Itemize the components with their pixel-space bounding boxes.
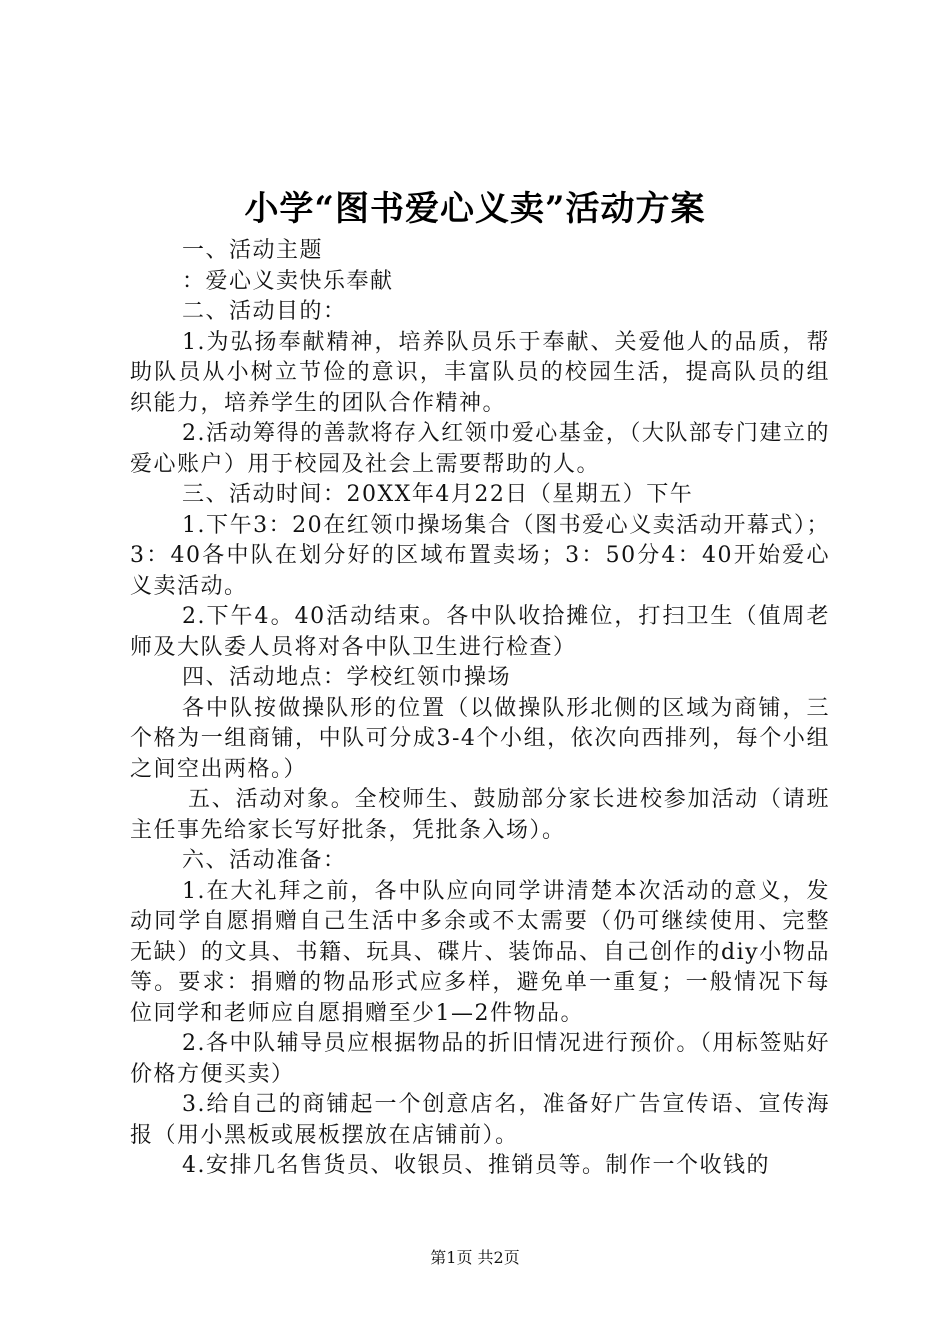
location-text: 各中队按做操队形的位置（以做操队形北侧的区域为商铺，三个格为一组商铺，中队可分成3-4个小组，依次向西排列，每个小组之间空出两格。） xyxy=(130,695,830,782)
section-heading-theme: 一、活动主题 xyxy=(182,238,324,263)
section-heading-audience: 五、活动对象。全校师生、鼓励部分家长进校参加活动（请班主任事先给家长写好批条，凭批条入场）。 xyxy=(130,787,830,843)
document-body xyxy=(130,236,830,1182)
section-heading-location: 四、活动地点：学校红领巾操场 xyxy=(182,665,512,690)
purpose-item-2: 2.活动筹得的善款将存入红领巾爱心基金，（大队部专门建立的爱心账户）用于校园及社会上需要帮助的人。 xyxy=(130,421,830,477)
time-item-1: 1.下午3：20在红领巾操场集合（图书爱心义卖活动开幕式）；3：40各中队在划分好的区域布置卖场；3：50分4：40开始爱心义卖活动。 xyxy=(130,512,830,599)
theme-text: ：爱心义卖快乐奉献 xyxy=(182,268,394,294)
section-heading-purpose: 二、活动目的： xyxy=(182,299,347,324)
preparation-item-3: 3.给自己的商铺起一个创意店名，准备好广告宣传语、宣传海报（用小黑板或展板摆放在店铺前）。 xyxy=(130,1092,830,1148)
preparation-item-4: 4.安排几名售货员、收银员、推销员等。制作一个收钱的 xyxy=(182,1153,770,1178)
preparation-item-1: 1.在大礼拜之前，各中队应向同学讲清楚本次活动的意义，发动同学自愿捐赠自己生活中多余或不太需要（仍可继续使用、完整无缺）的文具、书籍、玩具、碟片、装饰品、自己创作的diy小物品等。要求：捐赠的物品形式应多样，避免单一重复；一般情况下每位同学和老师应自愿捐赠至少1—2件物品。 xyxy=(130,878,830,1026)
section-heading-preparation: 六、活动准备： xyxy=(182,848,347,873)
section-heading-time: 三、活动时间：20XX年4月22日（星期五）下午 xyxy=(182,482,694,507)
preparation-item-2: 2.各中队辅导员应根据物品的折旧情况进行预价。（用标签贴好价格方便买卖） xyxy=(130,1031,830,1087)
time-item-2: 2.下午4。40活动结束。各中队收拾摊位，打扫卫生（值周老师及大队委人员将对各中队卫生进行检查） xyxy=(130,604,830,660)
document-title: 小学“图书爱心义卖”活动方案 xyxy=(244,189,706,229)
page-number-footer: 第1页 共2页 xyxy=(430,1248,520,1267)
purpose-item-1: 1.为弘扬奉献精神，培养队员乐于奉献、关爱他人的品质，帮助队员从小树立节俭的意识，丰富队员的校园生活，提高队员的组织能力，培养学生的团队合作精神。 xyxy=(130,329,830,416)
